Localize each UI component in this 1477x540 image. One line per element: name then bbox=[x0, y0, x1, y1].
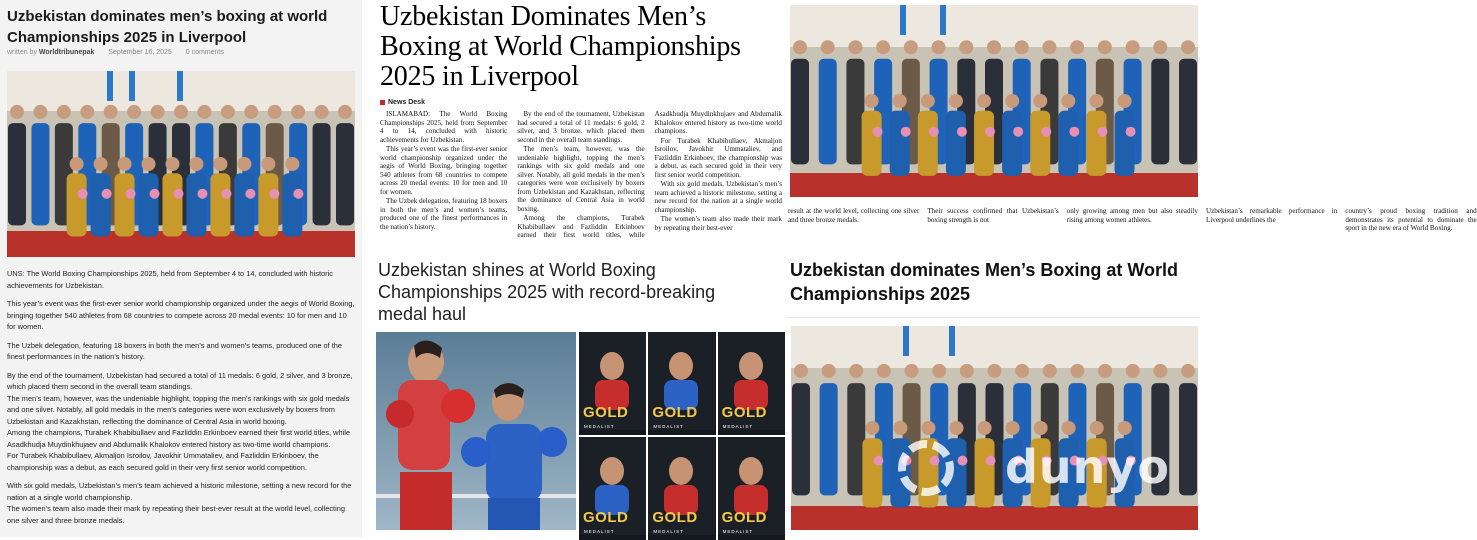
person-head bbox=[1153, 364, 1167, 378]
flower-bouquet bbox=[985, 127, 995, 137]
person-head bbox=[793, 40, 807, 54]
person-head bbox=[127, 105, 141, 119]
person-head bbox=[1126, 40, 1140, 54]
person-head bbox=[80, 105, 94, 119]
flower-bouquet bbox=[873, 456, 883, 466]
person-figure bbox=[1179, 59, 1197, 165]
athlete-head bbox=[978, 421, 992, 435]
athlete-head bbox=[893, 94, 907, 108]
person-figure bbox=[819, 59, 837, 165]
paragraph: UNS: The World Boxing Championships 2025, held from September 4 to 14, concluded with historic achievements for Uzbekistan. bbox=[7, 269, 333, 290]
paragraph: By the end of the tournament, Uzbekistan had secured a total of 11 medals: 6 gold, 2 silver, and 3 bronze, which placed them second in the overall team standings. The men’s team, however, was the undeniable highlight, topping the men’s rankings with six gold medals and one silver. Notably, all gold medals in the men’s categories were won exclusively by boxers from Uzbekistan and Kazakhstan, reflecting the dominance of Central Asia in world boxing. Among the champions, Turabek Khabibullaev and Fazliddin Erkinboev earned their first world titles, while Asadkhudja Muydinkhujaev and Abdumalik Khalokov entered history as two-time world champions. For Turabek Khabibullaev, Akmaljon Isroilov, Javokhir Ummataliev, and Fazliddin Erkinboev, the championship was a debut, as each secured gold in their very first senior world competition. bbox=[7, 370, 353, 472]
paragraph: For Turabek Khabibullaev, Akmaljon Isroilov, Javokhir Ummataliev, and Fazliddin Erkinboev, the championship was a debut, as each secured gold in their very first senior world competition. bbox=[654, 136, 782, 179]
person-head bbox=[1098, 364, 1112, 378]
athlete-head bbox=[142, 157, 156, 171]
news-desk-label: News Desk bbox=[380, 99, 425, 106]
athlete-head bbox=[1090, 421, 1104, 435]
dunyo-headline[interactable]: Uzbekistan dominates Men’s Boxing at World Championships 2025 bbox=[790, 260, 1179, 304]
flower-bouquet bbox=[1041, 127, 1051, 137]
person-head bbox=[849, 364, 863, 378]
person-head bbox=[338, 105, 352, 119]
person-figure bbox=[1179, 383, 1197, 495]
athlete-figure bbox=[115, 173, 135, 236]
flower-bouquet bbox=[1069, 127, 1079, 137]
paragraph: Uzbekistan’s remarkable performance in Liverpool underlines the bbox=[1205, 207, 1338, 224]
flower-bouquet bbox=[78, 189, 88, 199]
paragraph: only growing among men but also steadily rising among women athletes. bbox=[1066, 207, 1198, 224]
paragraph: result at the world level, collecting one silver and three bronze medals. bbox=[788, 207, 920, 224]
team-photo-image bbox=[791, 326, 1198, 530]
athlete-figure bbox=[1030, 111, 1050, 176]
article-date: September 16, 2025 bbox=[108, 49, 172, 56]
person-head bbox=[1015, 40, 1029, 54]
athlete-head bbox=[977, 94, 991, 108]
athlete-head bbox=[118, 157, 132, 171]
article-panel-worldtribune bbox=[0, 0, 362, 537]
athlete-figure bbox=[918, 111, 938, 176]
athlete-head bbox=[1118, 94, 1132, 108]
person-figure bbox=[792, 383, 810, 495]
person-head bbox=[197, 105, 211, 119]
athlete-head bbox=[1006, 421, 1020, 435]
person-head bbox=[848, 40, 862, 54]
flower-bouquet bbox=[1097, 127, 1107, 137]
person-head bbox=[1043, 364, 1057, 378]
clipped-article-columns bbox=[788, 207, 1477, 240]
paragraph: With six gold medals, Uzbekistan’s men’s team achieved a historic milestone, setting a new record for the nation at a single world championship. The women’s team also made their mark by repeating their best-ever result at the world level, collecting one silver and three bronze medals. bbox=[7, 481, 352, 525]
desk-marker-icon bbox=[380, 100, 385, 105]
person-head bbox=[932, 364, 946, 378]
person-figure bbox=[313, 123, 331, 225]
medalist-label: MEDALIST bbox=[722, 529, 754, 534]
article-title[interactable]: Uzbekistan dominates men’s boxing at world Championships 2025 in Liverpool bbox=[7, 8, 328, 46]
person-head bbox=[794, 364, 808, 378]
flower-bouquet bbox=[126, 189, 136, 199]
team-photo-watermarked bbox=[791, 326, 1198, 530]
athlete-figure bbox=[1058, 111, 1078, 176]
athlete-head bbox=[165, 157, 179, 171]
person-head bbox=[876, 40, 890, 54]
person-figure bbox=[336, 123, 354, 225]
team-photo-image bbox=[790, 5, 1198, 197]
person-head bbox=[1181, 364, 1195, 378]
paragraph: This year’s event was the first-ever senior world championship organized under the aegis of World Boxing, bringing together 540 athletes from 68 countries to compete across 20 medal events: 10 for men and 10 for women. bbox=[7, 299, 355, 331]
gold-label: GOLD bbox=[652, 404, 698, 421]
written-by-label: written by bbox=[7, 49, 37, 56]
gold-label: GOLD bbox=[652, 509, 698, 526]
gold-label: GOLD bbox=[583, 509, 629, 526]
person-figure bbox=[31, 123, 49, 225]
watermark: dunyo bbox=[1004, 440, 1170, 494]
athlete-head bbox=[865, 94, 879, 108]
person-head bbox=[932, 40, 946, 54]
flower-bouquet bbox=[873, 127, 883, 137]
athlete-figure bbox=[186, 173, 206, 236]
person-head bbox=[174, 105, 188, 119]
newspaper-columns bbox=[380, 110, 782, 248]
flower-bouquet bbox=[986, 456, 996, 466]
medalist-label: MEDALIST bbox=[653, 424, 684, 429]
athlete-head bbox=[94, 157, 108, 171]
person-head bbox=[1015, 364, 1029, 378]
athlete-head bbox=[921, 421, 935, 435]
athlete-head bbox=[1061, 94, 1075, 108]
medalist-label: MEDALIST bbox=[722, 424, 754, 429]
gold-label: GOLD bbox=[721, 509, 767, 526]
person-head bbox=[315, 105, 329, 119]
flower-bouquet bbox=[293, 189, 303, 199]
person-head bbox=[33, 105, 47, 119]
person-figure bbox=[791, 59, 809, 165]
athlete-head bbox=[1005, 94, 1019, 108]
person-head bbox=[960, 364, 974, 378]
athlete-figure bbox=[91, 173, 111, 236]
athlete-head bbox=[865, 421, 879, 435]
comments-link[interactable]: 0 comments bbox=[185, 49, 224, 56]
person-head bbox=[1070, 40, 1084, 54]
person-head bbox=[221, 105, 235, 119]
person-head bbox=[1098, 40, 1112, 54]
person-figure bbox=[1151, 59, 1169, 165]
newspaper-headline: Uzbekistan Dominates Men’s Boxing at World Championships 2025 in Liverpool bbox=[380, 1, 741, 92]
person-head bbox=[904, 40, 918, 54]
person-head bbox=[877, 364, 891, 378]
person-head bbox=[987, 40, 1001, 54]
medalist-card[interactable] bbox=[579, 332, 646, 435]
flower-bouquet bbox=[102, 189, 112, 199]
paragraph: The Uzbek delegation, featuring 18 boxers in both the men’s and women’s teams, produced one of the finest performances in the nation’s history. bbox=[7, 340, 342, 361]
paragraph: By the end of the tournament, Uzbekistan had secured a total of 11 medals: 6 gold, 2 silver, and 3 bronze, which placed them second in the overall team standings. bbox=[517, 110, 645, 144]
athlete-head bbox=[1033, 94, 1047, 108]
medalist-label: MEDALIST bbox=[584, 529, 615, 534]
divider bbox=[788, 317, 1200, 318]
shines-headline[interactable]: Uzbekistan shines at World Boxing Championships 2025 with record-breaking medal haul bbox=[378, 260, 716, 324]
athlete-figure bbox=[282, 173, 302, 236]
person-head bbox=[151, 105, 165, 119]
athlete-figure bbox=[162, 173, 182, 236]
person-head bbox=[822, 364, 836, 378]
flower-bouquet bbox=[245, 189, 255, 199]
paragraph: The Uzbek delegation, featuring 18 boxers in both the men’s and women’s teams, produced one of the finest performances in the nation’s history. bbox=[380, 197, 508, 231]
paragraph: With six gold medals, Uzbekistan’s men’s team achieved a historic milestone, setting a new record for the nation at a single world championship. bbox=[654, 180, 782, 214]
person-head bbox=[821, 40, 835, 54]
athlete-head bbox=[1089, 94, 1103, 108]
athlete-figure bbox=[234, 173, 254, 236]
athlete-head bbox=[261, 157, 275, 171]
flower-bouquet bbox=[173, 189, 183, 199]
flower-bouquet bbox=[929, 127, 939, 137]
medalist-card-grid bbox=[579, 332, 785, 534]
flower-bouquet bbox=[958, 456, 968, 466]
athlete-figure bbox=[1115, 111, 1135, 176]
athlete-head bbox=[285, 157, 299, 171]
person-figure bbox=[8, 123, 26, 225]
athlete-head bbox=[921, 94, 935, 108]
athlete-figure bbox=[258, 173, 278, 236]
person-head bbox=[104, 105, 118, 119]
dunyo-panel bbox=[788, 0, 1477, 537]
flower-bouquet bbox=[1013, 127, 1023, 137]
person-head bbox=[244, 105, 258, 119]
medalist-card[interactable] bbox=[648, 437, 715, 540]
athlete-figure bbox=[1086, 111, 1106, 176]
paragraph: Among the champions, Turabek Khabibullaev and Fazliddin Erkinboev earned their first world titles, while Asadkhudja Muydinkhujaev and Abdumalik Khalokov entered history as two-time world champions. bbox=[517, 110, 782, 239]
person-head bbox=[1042, 40, 1056, 54]
athlete-figure bbox=[862, 111, 882, 176]
athlete-figure bbox=[975, 438, 995, 507]
athlete-head bbox=[1034, 421, 1048, 435]
athlete-figure bbox=[862, 438, 882, 507]
team-photo-image bbox=[7, 71, 355, 257]
athlete-figure bbox=[890, 111, 910, 176]
flower-bouquet bbox=[269, 189, 279, 199]
paragraph: Their success confirmed that Uzbekistan’s boxing strength is not bbox=[927, 207, 1059, 224]
athlete-head bbox=[893, 421, 907, 435]
person-head bbox=[1153, 40, 1167, 54]
team-photo bbox=[7, 71, 355, 257]
paragraph: country’s proud boxing tradition and demonstrates its potential to dominate the sport in the new era of World Boxing. bbox=[1345, 207, 1477, 232]
medalist-card[interactable] bbox=[718, 437, 785, 540]
person-head bbox=[1126, 364, 1140, 378]
boxing-bout-image bbox=[376, 332, 576, 530]
paragraph: ISLAMABAD: The World Boxing Championships 2025, held from September 4 to 14, concluded with historic achievements for Uzbekistan. bbox=[380, 110, 508, 144]
person-head bbox=[905, 364, 919, 378]
person-head bbox=[268, 105, 282, 119]
person-head bbox=[1181, 40, 1195, 54]
medalist-label: MEDALIST bbox=[584, 424, 615, 429]
flower-bouquet bbox=[957, 127, 967, 137]
person-head bbox=[57, 105, 71, 119]
medalist-card[interactable] bbox=[718, 332, 785, 435]
person-head bbox=[291, 105, 305, 119]
flower-bouquet bbox=[901, 127, 911, 137]
athlete-head bbox=[237, 157, 251, 171]
flower-bouquet bbox=[1126, 127, 1136, 137]
dunyo-logo-icon bbox=[896, 438, 956, 498]
gold-label: GOLD bbox=[721, 404, 767, 421]
athlete-figure bbox=[1002, 111, 1022, 176]
article-meta bbox=[7, 49, 224, 56]
person-figure bbox=[820, 383, 838, 495]
athlete-head bbox=[949, 94, 963, 108]
athlete-head bbox=[950, 421, 964, 435]
athlete-figure bbox=[210, 173, 230, 236]
person-head bbox=[959, 40, 973, 54]
person-head bbox=[10, 105, 24, 119]
flower-bouquet bbox=[197, 189, 207, 199]
author-link[interactable]: Worldtribunepak bbox=[38, 49, 95, 56]
paragraph: The women’s team also made their mark by repeating their best-ever bbox=[654, 215, 782, 232]
athlete-figure bbox=[67, 173, 87, 236]
flower-bouquet bbox=[221, 189, 231, 199]
team-photo bbox=[790, 5, 1198, 197]
article-body bbox=[7, 268, 357, 533]
athlete-head bbox=[189, 157, 203, 171]
paragraph: The men’s team, however, was the undeniable highlight, topping the men’s rankings with six gold medals and one silver. Notably, all gold medals in the men’s categories were won exclusively by boxers from Uzbekistan and Kazakhstan, reflecting the dominance of Central Asia in world boxing. bbox=[517, 145, 645, 213]
boxing-bout-photo bbox=[376, 332, 576, 530]
athlete-figure bbox=[974, 111, 994, 176]
flower-bouquet bbox=[150, 189, 160, 199]
medalist-card[interactable] bbox=[648, 332, 715, 435]
person-head bbox=[988, 364, 1002, 378]
athlete-figure bbox=[946, 111, 966, 176]
athlete-figure bbox=[139, 173, 159, 236]
gold-label: GOLD bbox=[583, 404, 629, 421]
athlete-head bbox=[1118, 421, 1132, 435]
newspaper-panel bbox=[373, 0, 783, 537]
paragraph: This year’s event was the first-ever senior world championship organized under the aegis of World Boxing, bringing together 540 athletes from 68 countries to compete across 20 medal events: 10 for men and 10 for women. bbox=[380, 145, 508, 196]
person-head bbox=[1070, 364, 1084, 378]
athlete-head bbox=[213, 157, 227, 171]
athlete-head bbox=[70, 157, 84, 171]
athlete-head bbox=[1062, 421, 1076, 435]
medalist-label: MEDALIST bbox=[653, 529, 684, 534]
medalist-card[interactable] bbox=[579, 437, 646, 540]
